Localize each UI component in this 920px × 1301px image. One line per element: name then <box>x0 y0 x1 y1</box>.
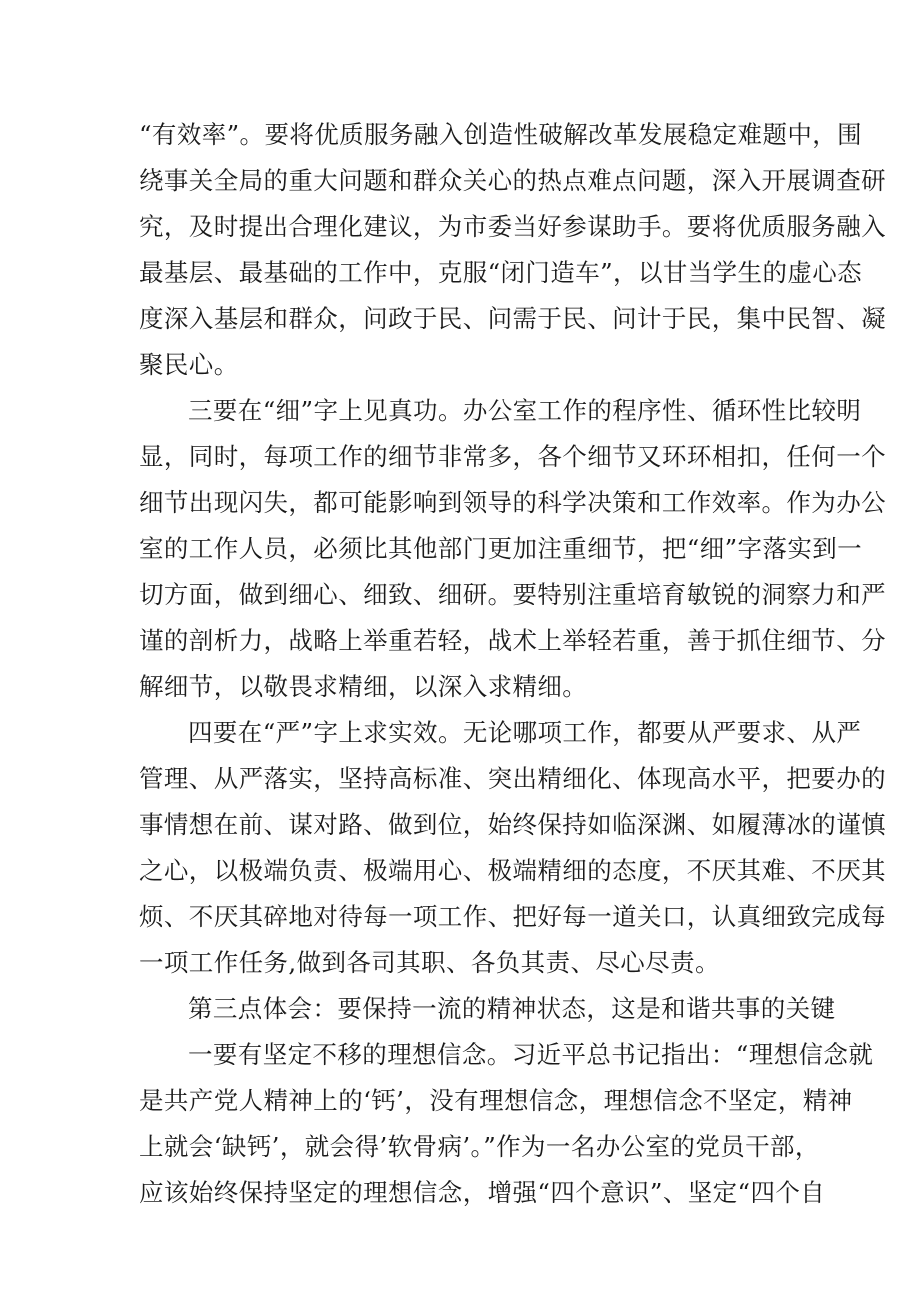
text-line: 解细节，以敬畏求精细，以深入求精细。 <box>139 672 588 701</box>
text-line: 上就会‘缺钙’，就会得’软骨病’。”作为一名办公室的党员干部， <box>139 1132 820 1161</box>
text-line: 四要在“严”字上求实效。无论哪项工作，都要从严要求、从严 <box>188 718 862 747</box>
text-line: 一要有坚定不移的理想信念。习近平总书记指出：“理想信念就 <box>188 1040 874 1069</box>
text-line: 谨的剖析力，战略上举重若轻，战术上举轻若重，善于抓住细节、分 <box>139 626 886 655</box>
text-line: 第三点体会：要保持一流的精神状态，这是和谐共事的关键 <box>188 994 836 1023</box>
text-line: 聚民心。 <box>139 350 239 379</box>
text-line: 切方面，做到细心、细致、细研。要特别注重培育敏锐的洞察力和严 <box>139 580 886 609</box>
text-line: 显，同时，每项工作的细节非常多，各个细节又环环相扣，任何一个 <box>139 442 886 471</box>
text-line: 最基层、最基础的工作中，克服“闭门造车”，以甘当学生的虚心态 <box>139 258 863 287</box>
text-line: 度深入基层和群众，问政于民、问需于民、问计于民，集中民智、凝 <box>139 304 886 333</box>
text-line: “有效率”。要将优质服务融入创造性破解改革发展稳定难题中，围 <box>139 120 863 149</box>
text-line: 烦、不厌其碎地对待每一项工作、把好每一道关口，认真细致完成每 <box>139 902 886 931</box>
text-line: 三要在“细”字上见真功。办公室工作的程序性、循环性比较明 <box>188 396 862 425</box>
text-line: 是共产党人精神上的‘钙’，没有理想信念，理想信念不坚定，精神 <box>139 1086 853 1115</box>
text-line: 细节出现闪失，都可能影响到领导的科学决策和工作效率。作为办公 <box>139 488 886 517</box>
text-line: 究，及时提出合理化建议，为市委当好参谋助手。要将优质服务融入 <box>139 212 886 241</box>
text-line: 一项工作任务,做到各司其职、各负其责、尽心尽责。 <box>139 948 720 977</box>
text-line: 应该始终保持坚定的理想信念，增强“四个意识”、坚定“四个自 <box>139 1178 826 1207</box>
text-line: 室的工作人员，必须比其他部门更加注重细节，把“细”字落实到一 <box>139 534 863 563</box>
text-line: 事情想在前、谋对路、做到位，始终保持如临深渊、如履薄冰的谨慎 <box>139 810 886 839</box>
document-body <box>139 112 886 1216</box>
text-line: 绕事关全局的重大问题和群众关心的热点难点问题，深入开展调查研 <box>139 166 886 195</box>
text-line: 管理、从严落实，坚持高标准、突出精细化、体现高水平，把要办的 <box>139 764 886 793</box>
text-line: 之心，以极端负责、极端用心、极端精细的态度，不厌其难、不厌其 <box>139 856 886 885</box>
